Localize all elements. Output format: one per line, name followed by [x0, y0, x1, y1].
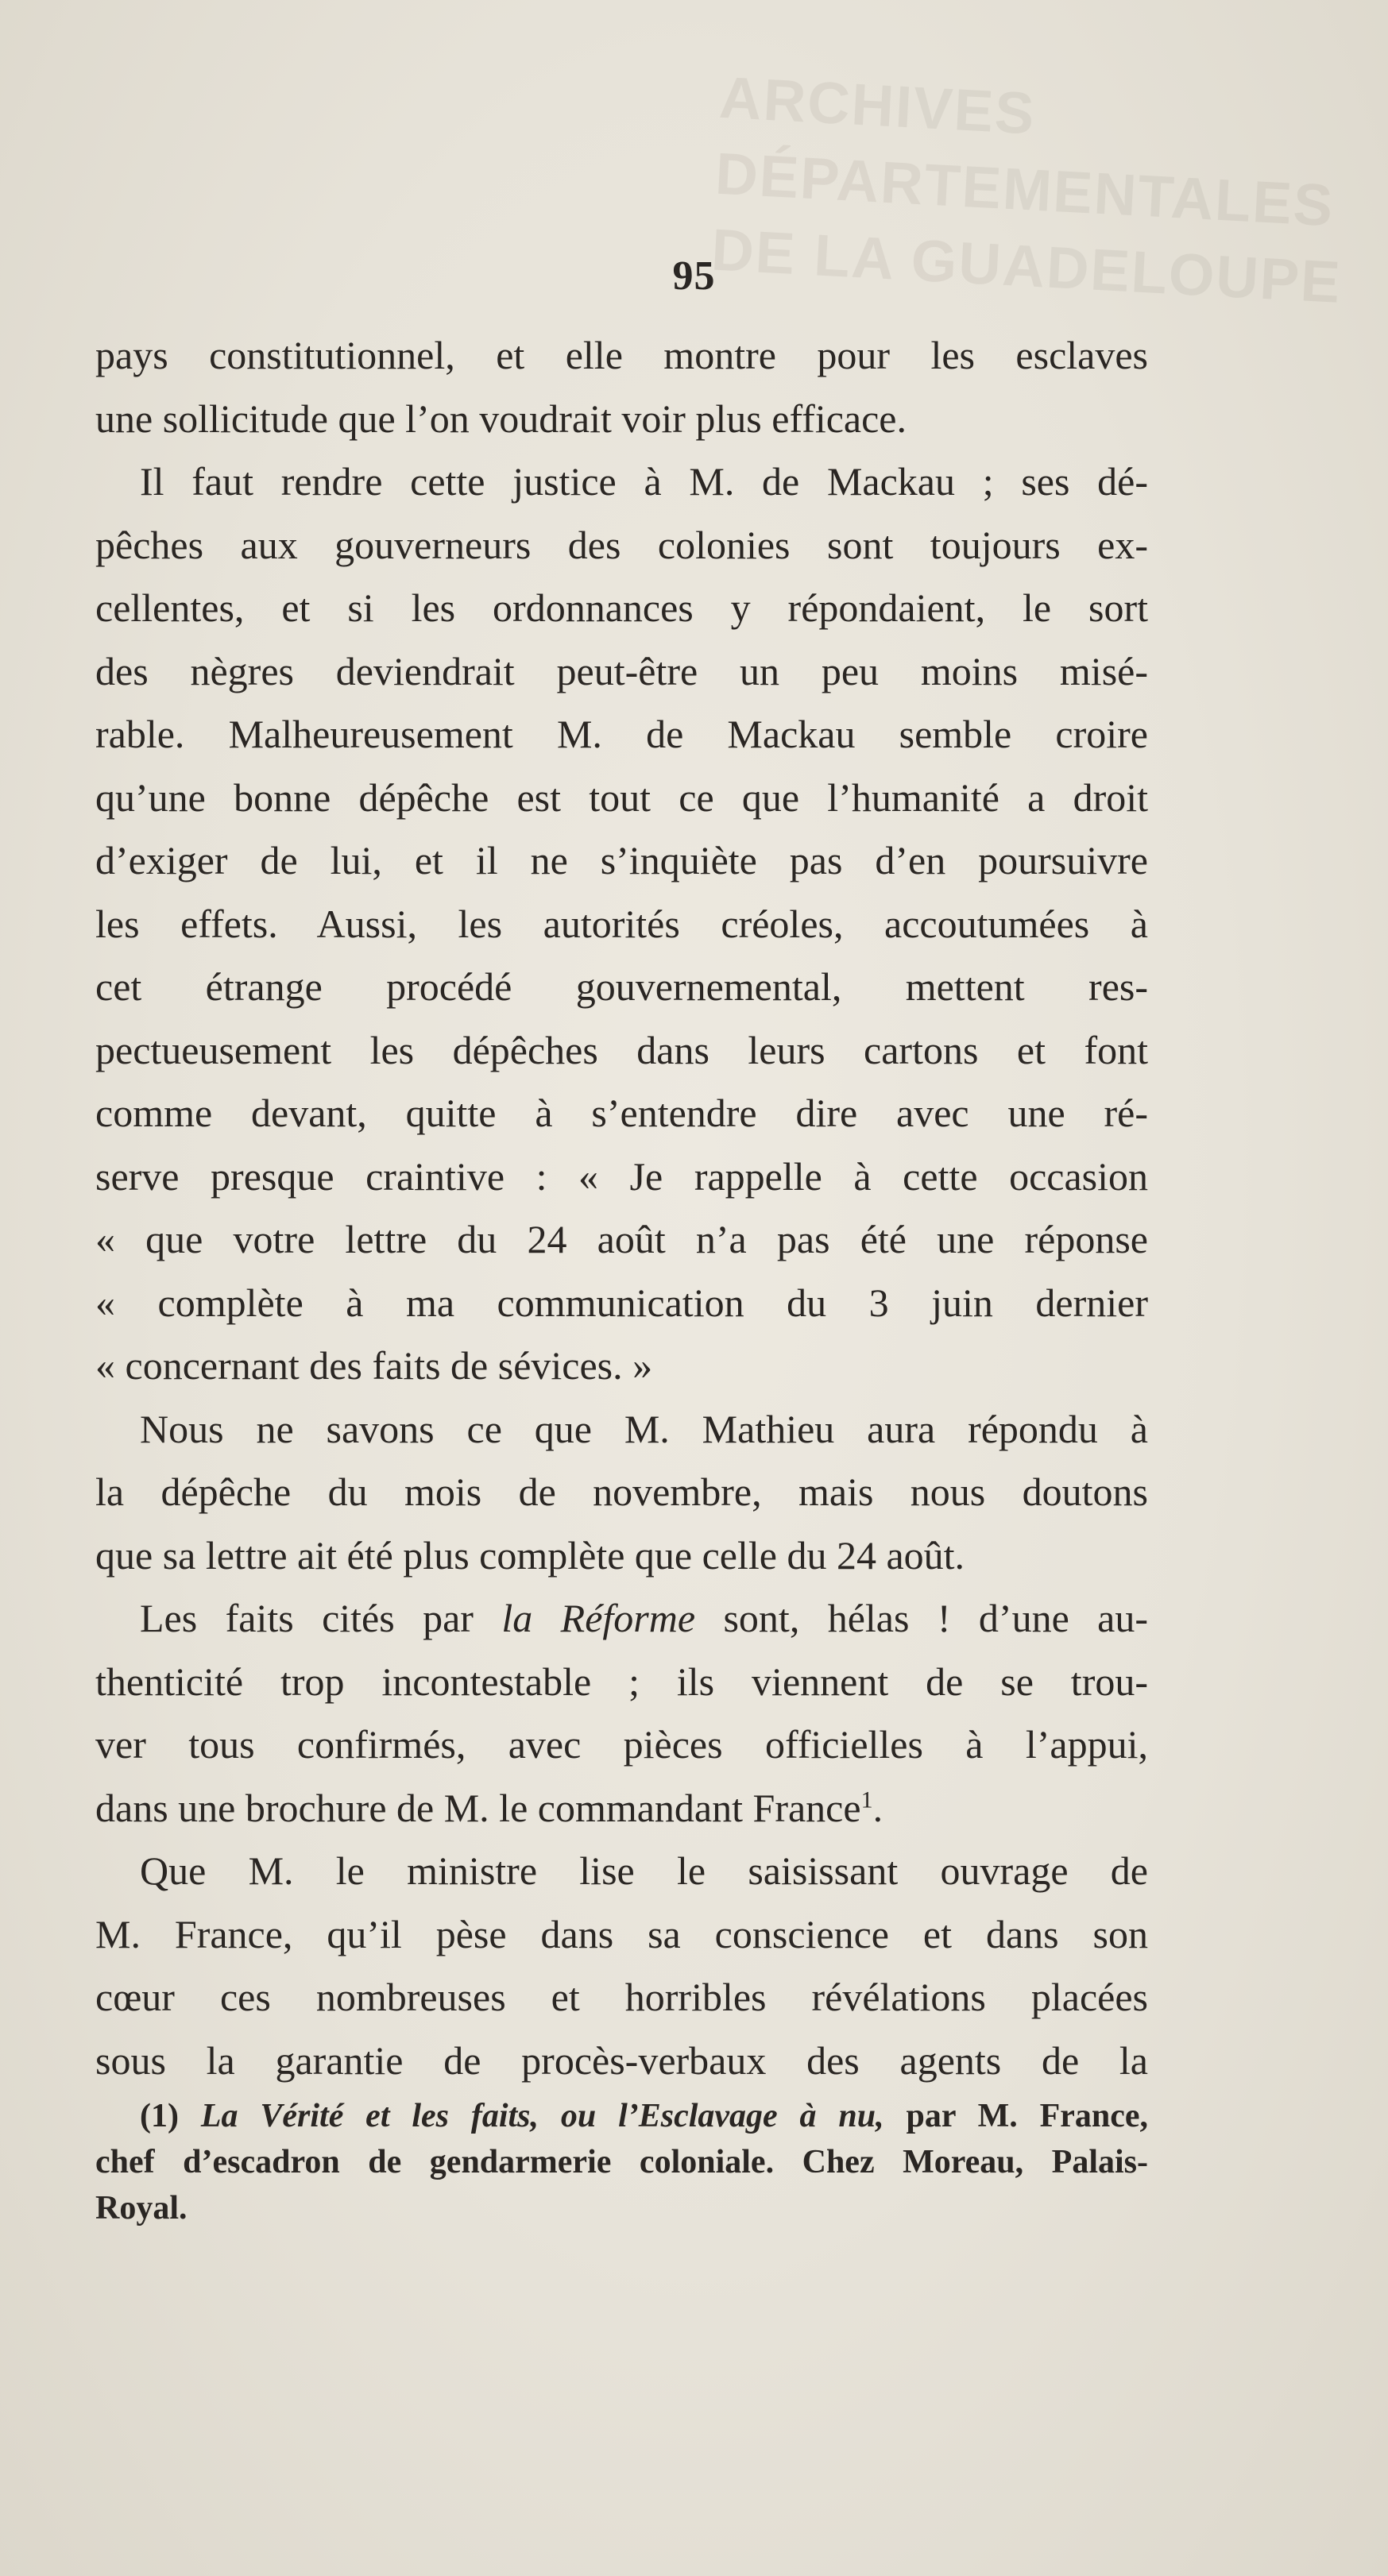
text-line: pays constitutionnel, et elle montre pour les esclaves	[95, 333, 1148, 377]
text-line-with-italic	[95, 1587, 1148, 1651]
line-segment: .	[872, 1785, 883, 1830]
text-line: pêches aux gouverneurs des colonies sont toujours ex-	[95, 522, 1148, 567]
text-line: les effets. Aussi, les autorités créoles, accoutumées à	[95, 901, 1148, 946]
footnote	[95, 2093, 1148, 2231]
footnote-reference: 1	[860, 1786, 873, 1813]
quote-line: « complète à ma communication du 3 juin dernier	[95, 1280, 1148, 1325]
italic-title-la-reforme: la Réforme	[501, 1596, 696, 1640]
line-segment: dans une brochure de M. le commandant France	[95, 1785, 861, 1830]
text-line: la dépêche du mois de novembre, mais nous doutons	[95, 1470, 1148, 1514]
text-line: ver tous confirmés, avec pièces officielles à l’appui,	[95, 1722, 1148, 1767]
text-line: d’exiger de lui, et il ne s’inquiète pas d’en poursuivre	[95, 838, 1148, 882]
text-line: sous la garantie de procès-verbaux des agents de la	[95, 2037, 1148, 2083]
text-line: que sa lettre ait été plus complète que celle du 24 août.	[95, 1532, 965, 1578]
footnote-line	[95, 2093, 1148, 2139]
footnote-book-title: La Vérité et les faits, ou l’Esclavage à nu,	[200, 2098, 884, 2134]
text-line: rable. Malheureusement M. de Mackau semble croire	[95, 712, 1148, 756]
quote-line: « que votre lettre du 24 août n’a pas été une réponse	[95, 1217, 1148, 1261]
watermark-line: DE LA GUADELOUPE	[709, 216, 1344, 315]
text-line: serve presque craintive : « Je rappelle à cette occasion	[95, 1153, 1148, 1199]
text-line: Nous ne savons ce que M. Mathieu aura répondu à	[140, 1406, 1148, 1451]
body-text	[95, 324, 1148, 2092]
text-line: Que M. le ministre lise le saisissant ouvrage de	[140, 1848, 1148, 1893]
line-segment: sont, hélas ! d’une au-	[695, 1596, 1149, 1640]
line-segment: Les faits cités par	[140, 1596, 502, 1640]
quote-line: « concernant des faits de sévices. »	[95, 1343, 653, 1388]
text-line: thenticité trop incontestable ; ils viennent de se trou-	[95, 1659, 1148, 1704]
footnote-marker: (1)	[140, 2098, 179, 2134]
text-line: cet étrange procédé gouvernemental, mettent res-	[95, 964, 1148, 1009]
watermark-line: ARCHIVES	[717, 64, 1038, 147]
text-line: M. France, qu’il pèse dans sa conscience et dans son	[95, 1911, 1148, 1956]
page-number: 95	[672, 253, 716, 299]
text-line: comme devant, quitte à s’entendre dire avec une ré-	[95, 1091, 1148, 1135]
text-line: une sollicitude que l’on voudrait voir plus efficace.	[95, 396, 907, 441]
text-line: cellentes, et si les ordonnances y répondaient, le sort	[95, 585, 1148, 630]
text-line: cœur ces nombreuses et horribles révélations placées	[95, 1975, 1148, 2019]
text-line: des nègres deviendrait peut-être un peu moins misé-	[95, 648, 1148, 693]
text-line: Il faut rendre cette justice à M. de Mackau ; ses dé-	[140, 459, 1148, 504]
footnote-text: par M. France,	[906, 2098, 1149, 2134]
footnote-line: Royal.	[95, 2190, 188, 2226]
text-line-with-footnote-ref	[95, 1777, 1148, 1840]
watermark-line: DÉPARTEMENTALES	[713, 140, 1336, 239]
text-line: qu’une bonne dépêche est tout ce que l’humanité a droit	[95, 774, 1148, 820]
text-line: pectueusement les dépêches dans leurs cartons et font	[95, 1027, 1148, 1072]
footnote-line: chef d’escadron de gendarmerie coloniale. Chez Moreau, Palais-	[95, 2144, 1148, 2180]
